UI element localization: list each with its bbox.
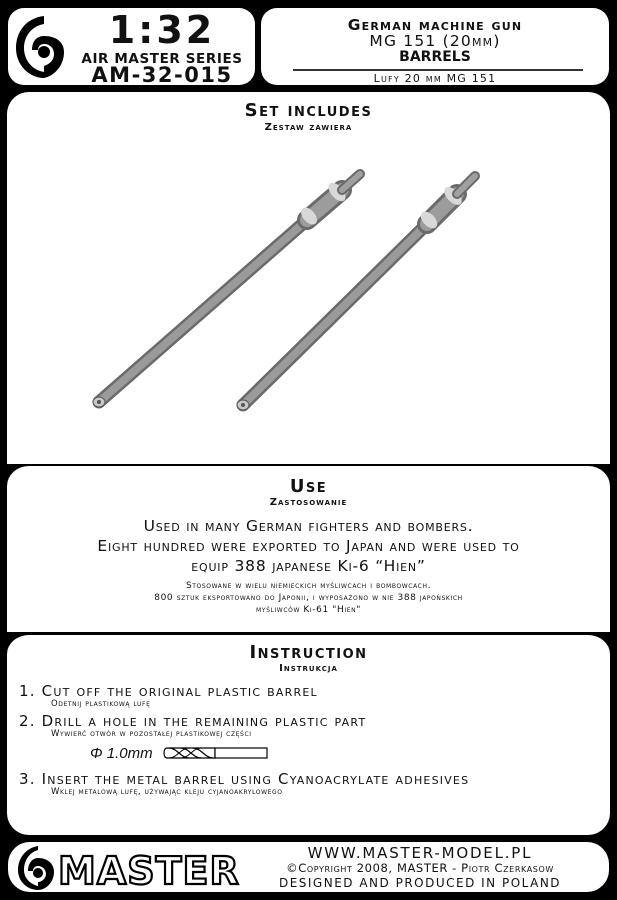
master-logo-icon <box>18 846 54 890</box>
use-description-pl <box>7 580 610 616</box>
product-title-line2: MG 151 (20mm) <box>369 32 501 50</box>
set-includes-title: Set includes <box>244 100 373 121</box>
product-title-line3: BARRELS <box>399 49 471 65</box>
title-divider <box>293 69 583 71</box>
copyright-text: ©Copyright 2008, MASTER - Piotr Czerkasow <box>286 861 554 875</box>
instruction-panel <box>7 632 610 835</box>
series-label: AIR MASTER SERIES <box>81 51 243 67</box>
use-description-en <box>7 516 610 576</box>
use-en-line: Used in many German fighters and bombers. <box>143 517 474 535</box>
barrel-2 <box>237 176 475 410</box>
master-wordmark: MASTER <box>58 849 240 892</box>
instruction-step-3: 3. Insert the metal barrel using Cyanoacrylate adhesives <box>19 770 470 788</box>
footer-box <box>8 842 609 892</box>
use-panel <box>7 464 610 632</box>
drill-size-diagram <box>90 743 269 763</box>
drill-size-label: Φ 1.0mm <box>90 744 153 762</box>
use-pl-line: myśliwców Ki-61 "Hien" <box>256 605 361 615</box>
product-title-box <box>261 8 609 85</box>
set-includes-subtitle: Zestaw zawiera <box>264 122 353 133</box>
use-pl-line: Stosowane w wielu niemieckich myśliwcach i bombowcach. <box>185 581 432 591</box>
drill-bit-icon <box>163 746 269 760</box>
product-title-line1: German machine gun <box>347 16 523 34</box>
use-pl-line: 800 sztuk eksportowano do Japonii, i wyposażono w nie 388 japońskich <box>154 593 463 603</box>
footer-info <box>234 845 606 891</box>
instruction-step-2: 2. Drill a hole in the remaining plastic part <box>19 712 367 730</box>
product-code: AM-32-015 <box>91 63 233 87</box>
scale-label: 1:32 <box>108 8 216 52</box>
instruction-step-2-pl: Wywierć otwór w pozostałej plastikowej części <box>51 729 252 739</box>
master-brand-logo <box>16 844 241 892</box>
instruction-subtitle: Instrukcja <box>279 663 338 674</box>
use-en-line: equip 388 japanese Ki-6 “Hien” <box>191 557 426 575</box>
instruction-step-3-pl: Wklej metalową lufę, używając kleju cyjanoakrylowego <box>51 787 283 797</box>
instruction-step-1: 1. Cut off the original plastic barrel <box>19 682 318 700</box>
use-title: Use <box>289 476 328 497</box>
product-subtitle: Lufy 20 mm MG 151 <box>373 72 497 85</box>
master-logo-icon <box>14 14 66 80</box>
use-en-line: Eight hundred were exported to Japan and were used to <box>97 537 520 555</box>
scale-series-box <box>8 8 255 85</box>
made-in-text: DESIGNED AND PRODUCED IN POLAND <box>278 876 562 890</box>
barrel-1 <box>93 174 360 407</box>
instruction-title: Instruction <box>249 642 368 663</box>
website-link[interactable]: WWW.MASTER-MODEL.PL <box>307 844 533 862</box>
instruction-step-1-pl: Odetnij plastikową lufę <box>51 699 151 709</box>
barrels-illustration <box>7 152 610 432</box>
use-subtitle: Zastosowanie <box>269 497 348 508</box>
set-includes-panel <box>7 92 610 464</box>
